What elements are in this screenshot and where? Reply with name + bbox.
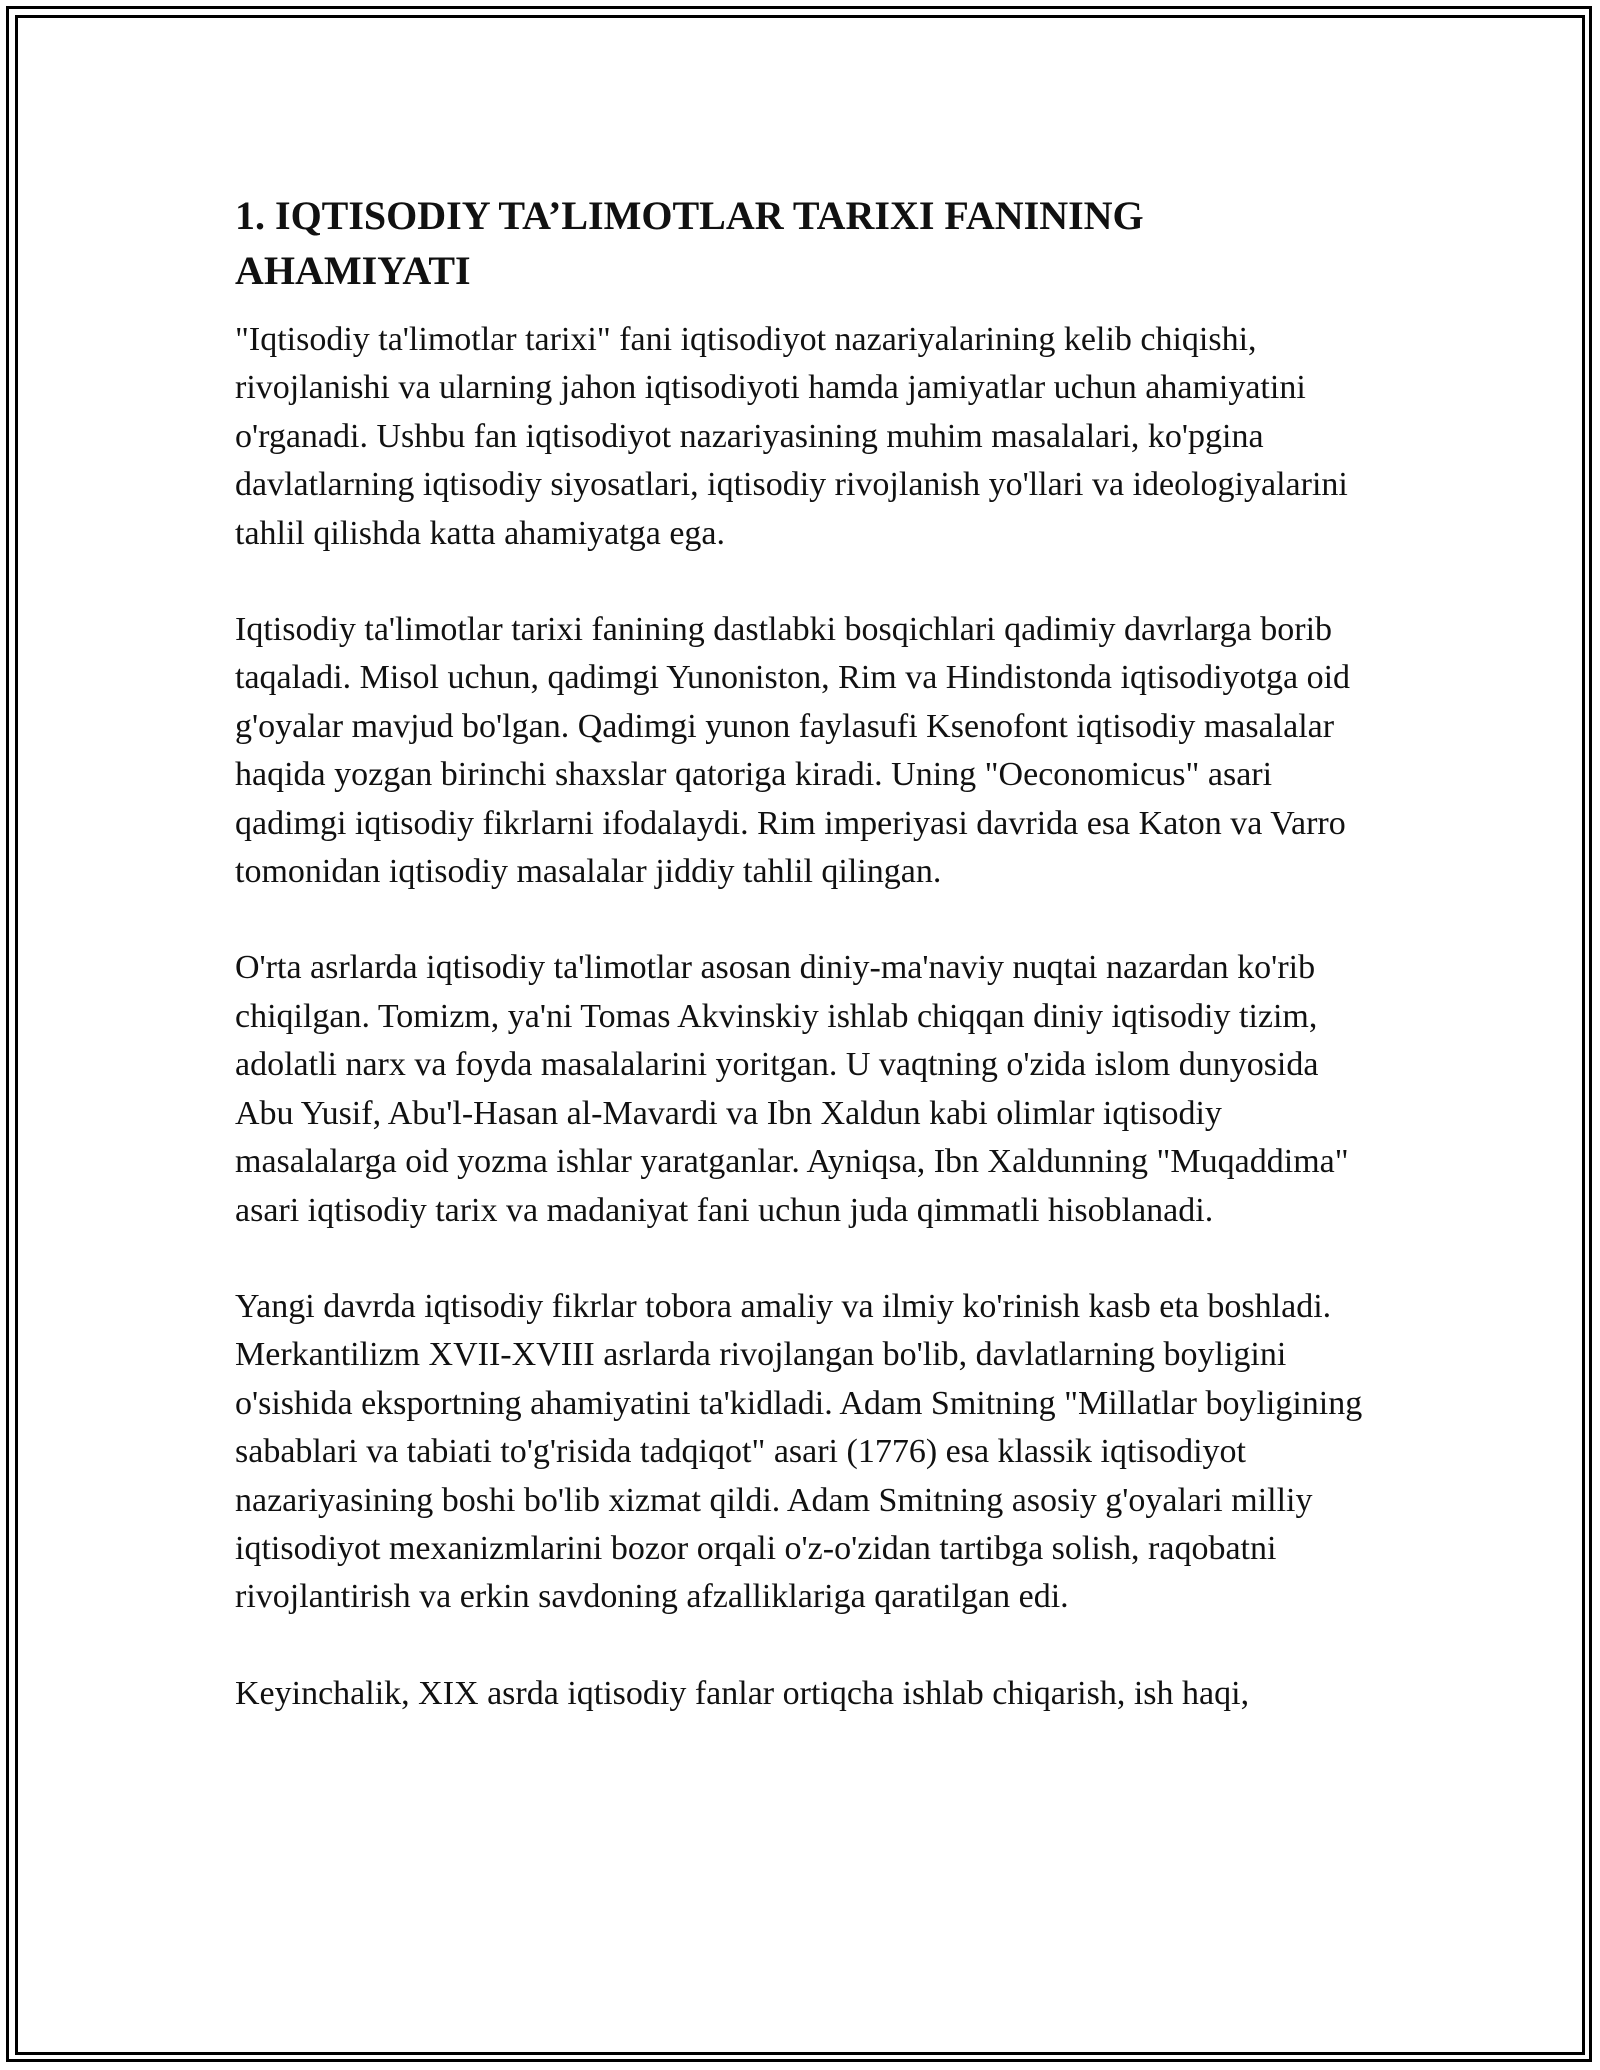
paragraph-1: "Iqtisodiy ta'limotlar tarixi" fani iqtisodiyot nazariyalarining kelib chiqishi, rivojlanishi va ularning jahon iqtisodiyoti hamda jamiyatlar uchun ahamiyatini o'rganadi. Ushbu fan iqtisodiyot nazariyasining muhim masalalari, ko'pgina davlatlarning iqtisodiy siyosatlari, iqtisodiy rivojlanish yo'llari va ideologiyalarini tahlil qilishda katta ahamiyatga ega. [235, 321, 1348, 552]
document-body [235, 188, 1365, 1766]
paragraph-3: O'rta asrlarda iqtisodiy ta'limotlar asosan diniy-ma'naviy nuqtai nazardan ko'rib chiqilgan. Tomizm, ya'ni Tomas Akvinskiy ishlab chiqqan diniy iqtisodiy tizim, adolatli narx va foyda masalalarini yoritgan. U vaqtning o'zida islom dunyosida Abu Yusif, Abu'l-Hasan al-Mavardi va Ibn Xaldun kabi olimlar iqtisodiy masalalarga oid yozma ishlar yaratganlar. Ayniqsa, Ibn Xaldunning "Muqaddima" asari iqtisodiy tarix va madaniyat fani uchun juda qimmatli hisoblanadi. [235, 949, 1349, 1229]
page-title: 1. IQTISODIY TA’LIMOTLAR TARIXI FANINING AHAMIYATI [235, 193, 1144, 293]
paragraph-4: Yangi davrda iqtisodiy fikrlar tobora amaliy va ilmiy ko'rinish kasb eta boshladi. Merkantilizm XVII-XVIII asrlarda rivojlangan bo'lib, davlatlarning boyligini o'sishida eksportning ahamiyatini ta'kidladi. Adam Smitning "Millatlar boyligining sabablari va tabiati to'g'risida tadqiqot" asari (1776) esa klassik iqtisodiyot nazariyasining boshi bo'lib xizmat qildi. Adam Smitning asosiy g'oyalari milliy iqtisodiyot mexanizmlarini bozor orqali o'z-o'zidan tartibga solish, raqobatni rivojlantirish va erkin savdoning afzalliklariga qaratilgan edi. [235, 1287, 1363, 1616]
paragraph-2: Iqtisodiy ta'limotlar tarixi fanining dastlabki bosqichlari qadimiy davrlarga borib taqaladi. Misol uchun, qadimgi Yunoniston, Rim va Hindistonda iqtisodiyotga oid g'oyalar mavjud bo'lgan. Qadimgi yunon faylasufi Ksenofont iqtisodiy masalalar haqida yozgan birinchi shaxslar qatoriga kiradi. Uning "Oeconomicus" asari qadimgi iqtisodiy fikrlarni ifodalaydi. Rim imperiyasi davrida esa Katon va Varro tomonidan iqtisodiy masalalar jiddiy tahlil qilingan. [235, 611, 1351, 891]
paragraph-5: Keyinchalik, XIX asrda iqtisodiy fanlar ortiqcha ishlab chiqarish, ish haqi, [235, 1674, 1250, 1712]
